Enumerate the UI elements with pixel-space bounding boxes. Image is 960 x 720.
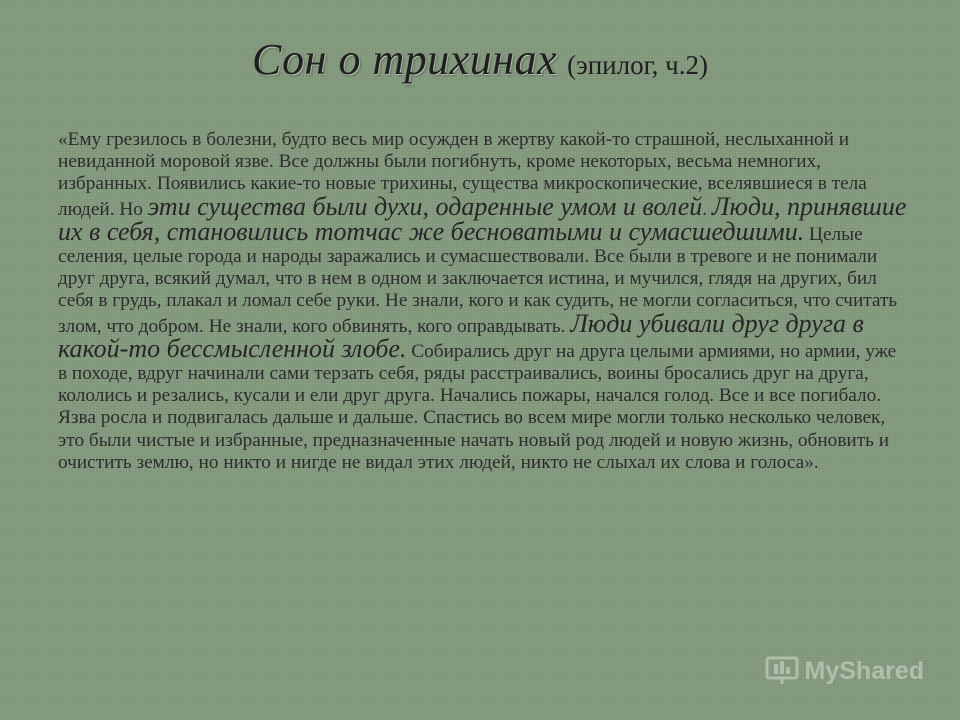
watermark-text: MyShared	[804, 656, 924, 685]
quote-emphasis-3: Люди убивали друг друга в какой-то бессмысленной злобе.	[58, 308, 864, 363]
quote-text-3: Целые селения, целые города и народы заражались и сумасшествовали. Все были в тревоге и не понимали друг друга, всякий думал, что в нем в одном и заключается истина, и мучился, глядя на других, бил себя в грудь, плакал и ломал себе руки. Не знали, кого и как судить, не могли согласиться, что считать злом, что добром. Не знали, кого обвинять, кого оправдывать.	[58, 223, 898, 337]
presentation-screen-icon	[765, 656, 799, 686]
slide-title	[0, 34, 960, 85]
quote-emphasis-1: эти существа были духи, одаренные умом и волей	[147, 191, 703, 221]
title-subtitle: (эпилог, ч.2)	[567, 50, 708, 80]
quote-text-2: .	[702, 198, 708, 220]
quote-body	[58, 129, 910, 474]
quote-emphasis-2: Люди, принявшие их в себя, становились тотчас же бесноватыми и сумасшедшими.	[58, 191, 907, 246]
quote-text-1: «Ему грезилось в болезни, будто весь мир осужден в жертву какой-то страшной, неслыханной и невиданной моровой язве. Все должны были погибнуть, кроме некоторых, весьма немногих, избранных. Появились какие-то новые трихины, существа микроскопические, вселявшиеся в тела людей. Но	[58, 129, 867, 220]
title-main: Сон о трихинах	[252, 35, 558, 84]
myshared-watermark	[765, 656, 924, 686]
quote-text-4: Собирались друг на друга целыми армиями, но армии, уже в походе, вдруг начинали сами терзать себя, ряды расстраивались, воины бросались друг на друга, кололись и резались, кусали и ели друг друга. Начались пожары, начался голод. Все и все погибало. Язва росла и подвигалась дальше и дальше. Спастись во всем мире могли только несколько человек, это были чистые и избранные, предназначенные начать новый род людей и новую жизнь, обновить и очистить землю, но никто и нигде не видал этих людей, никто не слыхал их слова и голоса».	[58, 340, 897, 473]
